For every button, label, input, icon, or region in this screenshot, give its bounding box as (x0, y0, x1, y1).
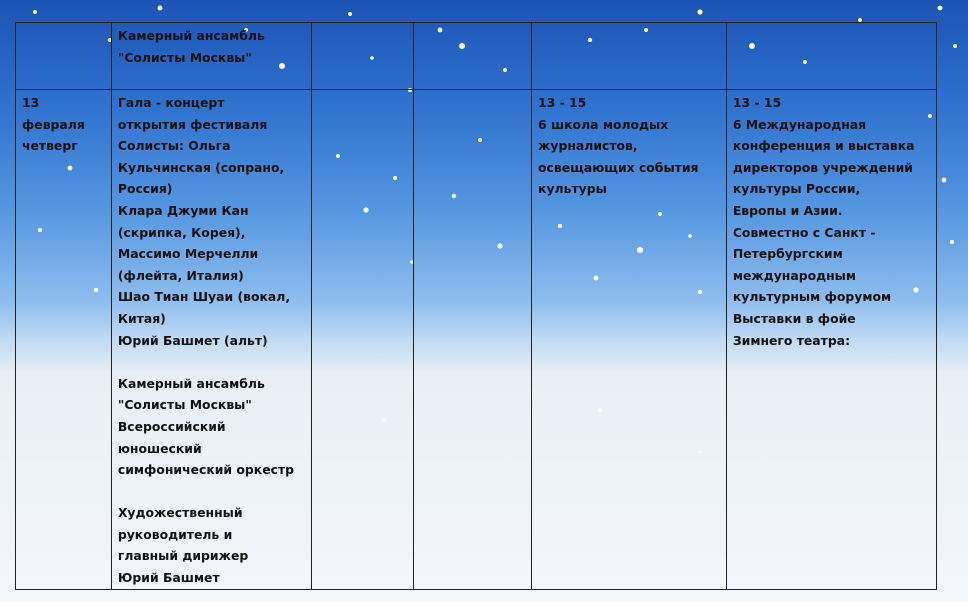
empty-cell (726, 23, 936, 90)
festival-schedule-table (15, 22, 937, 590)
concert-cell: Камерный ансамбль "Солисты Москвы" (111, 23, 311, 90)
empty-cell (311, 90, 413, 590)
table-row (16, 90, 937, 590)
conference-cell: 13 - 15 6 Международная конференция и выставка директоров учреждений культуры России, Европы и Азии. Совместно с Санкт - Петербургским международным культурным форумом Выставки в фойе Зимнего театра: (726, 90, 936, 590)
date-cell: 13 февраля четверг (16, 90, 112, 590)
empty-cell (413, 90, 531, 590)
empty-cell (311, 23, 413, 90)
empty-cell (413, 23, 531, 90)
table-row (16, 23, 937, 90)
journalism-school-cell: 13 - 15 6 школа молодых журналистов, освещающих события культуры (532, 90, 727, 590)
empty-cell (532, 23, 727, 90)
date-cell (16, 23, 112, 90)
concert-cell: Гала - концерт открытия фестиваля Солисты: Ольга Кульчинская (сопрано, Россия) Клара Джуми Кан (скрипка, Корея), Массимо Мерчелли (флейта, Италия) Шао Тиан Шуаи (вокал, Китая) Юрий Башмет (альт) Камерный ансамбль "Солисты Москвы" Всероссийский юношеский симфонический оркестр Художественный руководитель и главный дирижер Юрий Башмет (111, 90, 311, 590)
